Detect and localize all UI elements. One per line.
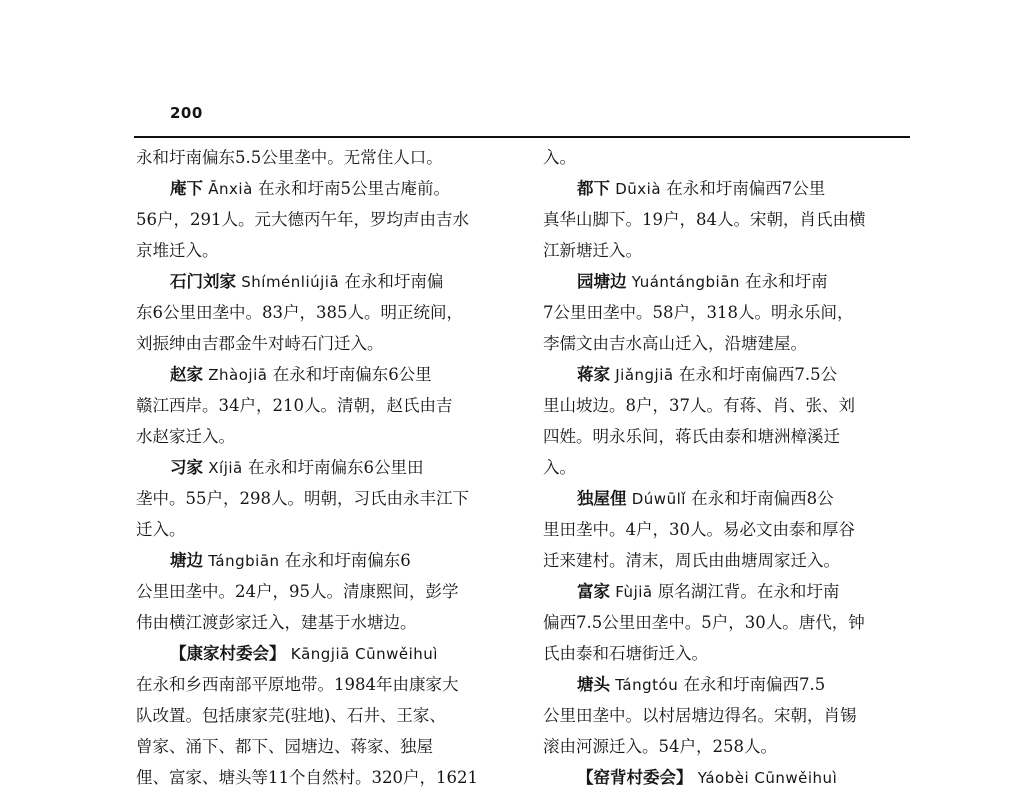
text-line: 入。 (543, 148, 576, 167)
entry-line (136, 266, 504, 297)
section-heading-line (136, 638, 504, 669)
entry-line (136, 452, 504, 483)
place-name: 都下 (577, 179, 610, 198)
text-line: 江新塘迁入。 (543, 241, 642, 260)
pinyin: Shíménliújiā (241, 273, 340, 291)
text-line: 里山坡边。8户，37人。有蒋、肖、张、刘 (543, 396, 855, 415)
pinyin: Tángtóu (615, 676, 679, 694)
entry-line (136, 359, 504, 390)
entry-text: 在永和圩南5公里古庵前。 (258, 179, 451, 198)
entry-line (543, 266, 911, 297)
text-line: 滚由河源迁入。54户，258人。 (543, 737, 777, 756)
text-line: 四姓。明永乐间，蒋氏由泰和塘洲樟溪迁 (543, 427, 840, 446)
section-heading-line (543, 762, 911, 793)
entry-line (543, 483, 911, 514)
place-name: 石门刘家 (170, 272, 236, 291)
text-line: 公里田垄中。24户，95人。清康熙间，彭学 (136, 582, 459, 601)
entry-text: 在永和圩南偏西7公里 (666, 179, 826, 198)
right-column (543, 142, 911, 793)
text-line: 迁入。 (136, 520, 186, 539)
place-name: 蒋家 (577, 365, 610, 384)
text-line: 56户，291人。元大德丙午年，罗均声由吉水 (136, 210, 469, 229)
place-name: 习家 (170, 458, 203, 477)
entry-line (543, 576, 911, 607)
text-line: 氏由泰和石塘街迁入。 (543, 644, 708, 663)
pinyin: Dúwūlǐ (631, 490, 686, 508)
place-name: 赵家 (170, 365, 203, 384)
entry-text: 在永和圩南偏东6公里田 (247, 458, 424, 477)
text-line: 赣江西岸。34户，210人。清朝，赵氏由吉 (136, 396, 453, 415)
entry-text: 在永和圩南偏 (344, 272, 444, 291)
entry-text: 在永和圩南偏西7.5 (683, 675, 826, 694)
text-line: 水赵家迁入。 (136, 427, 235, 446)
section-heading: 【窑背村委会】 (577, 768, 693, 787)
text-line: 里田垄中。4户，30人。易必文由泰和厚谷 (543, 520, 855, 539)
text-line: 东6公里田垄中。83户，385人。明正统间， (136, 303, 463, 322)
text-line: 队改置。包括康家芫(驻地)、石井、王家、 (136, 706, 446, 725)
pinyin: Tángbiān (208, 552, 280, 570)
entry-line (543, 359, 911, 390)
text-line: 垄中。55户，298人。明朝，习氏由永丰江下 (136, 489, 469, 508)
place-name: 独屋俚 (577, 489, 627, 508)
place-name: 塘头 (577, 675, 610, 694)
pinyin: Jiǎngjiā (615, 366, 674, 384)
place-name: 塘边 (170, 551, 203, 570)
entry-text: 在永和圩南偏东6 (284, 551, 411, 570)
text-line: 迁来建村。清末，周氏由曲塘周家迁入。 (543, 551, 840, 570)
entry-text: 在永和圩南 (745, 272, 828, 291)
entry-line (543, 173, 911, 204)
section-heading: 【康家村委会】 (170, 644, 286, 663)
text-line: 在永和乡西南部平原地带。1984年由康家大 (136, 675, 459, 694)
text-line: 入。 (543, 458, 576, 477)
pinyin: Ānxià (208, 180, 253, 198)
text-line: 曾家、涌下、都下、园塘边、蒋家、独屋 (136, 737, 433, 756)
text-line: 公里田垄中。以村居塘边得名。宋朝，肖锡 (543, 706, 857, 725)
pinyin: Dūxià (615, 180, 662, 198)
place-name: 园塘边 (577, 272, 627, 291)
place-name: 富家 (577, 582, 610, 601)
entry-line (136, 545, 504, 576)
text-line: 永和圩南偏东5.5公里垄中。无常住人口。 (136, 148, 443, 167)
text-line: 伟由横江渡彭家迁入，建基于水塘边。 (136, 613, 417, 632)
pinyin: Yuántángbiān (631, 273, 740, 291)
text-line: 京堆迁入。 (136, 241, 219, 260)
entry-text: 在永和圩南偏西7.5公 (678, 365, 838, 384)
pinyin: Zhàojiā (208, 366, 268, 384)
entry-line (136, 173, 504, 204)
text-line: 李儒文由吉水高山迁入，沿塘建屋。 (543, 334, 807, 353)
entry-text: 在永和圩南偏西8公 (691, 489, 834, 508)
text-line: 7公里田垄中。58户，318人。明永乐间， (543, 303, 854, 322)
text-line: 俚、富家、塘头等11个自然村。320户，1621 (136, 768, 478, 787)
pinyin: Xíjiā (208, 459, 243, 477)
entry-text: 原名湖江背。在永和圩南 (657, 582, 840, 601)
pinyin: Kāngjiā Cūnwěihuì (290, 645, 438, 663)
text-line: 偏西7.5公里田垄中。5户，30人。唐代，钟 (543, 613, 865, 632)
place-name: 庵下 (170, 179, 203, 198)
text-line: 刘振绅由吉郡金牛对峙石门迁入。 (136, 334, 384, 353)
entry-line (543, 669, 911, 700)
pinyin: Yáobèi Cūnwěihuì (697, 769, 838, 787)
header-rule (134, 136, 910, 138)
left-column (136, 142, 504, 793)
pinyin: Fùjiā (615, 583, 653, 601)
entry-text: 在永和圩南偏东6公里 (272, 365, 432, 384)
page-number: 200 (170, 104, 203, 122)
text-line: 真华山脚下。19户，84人。宋朝，肖氏由横 (543, 210, 866, 229)
